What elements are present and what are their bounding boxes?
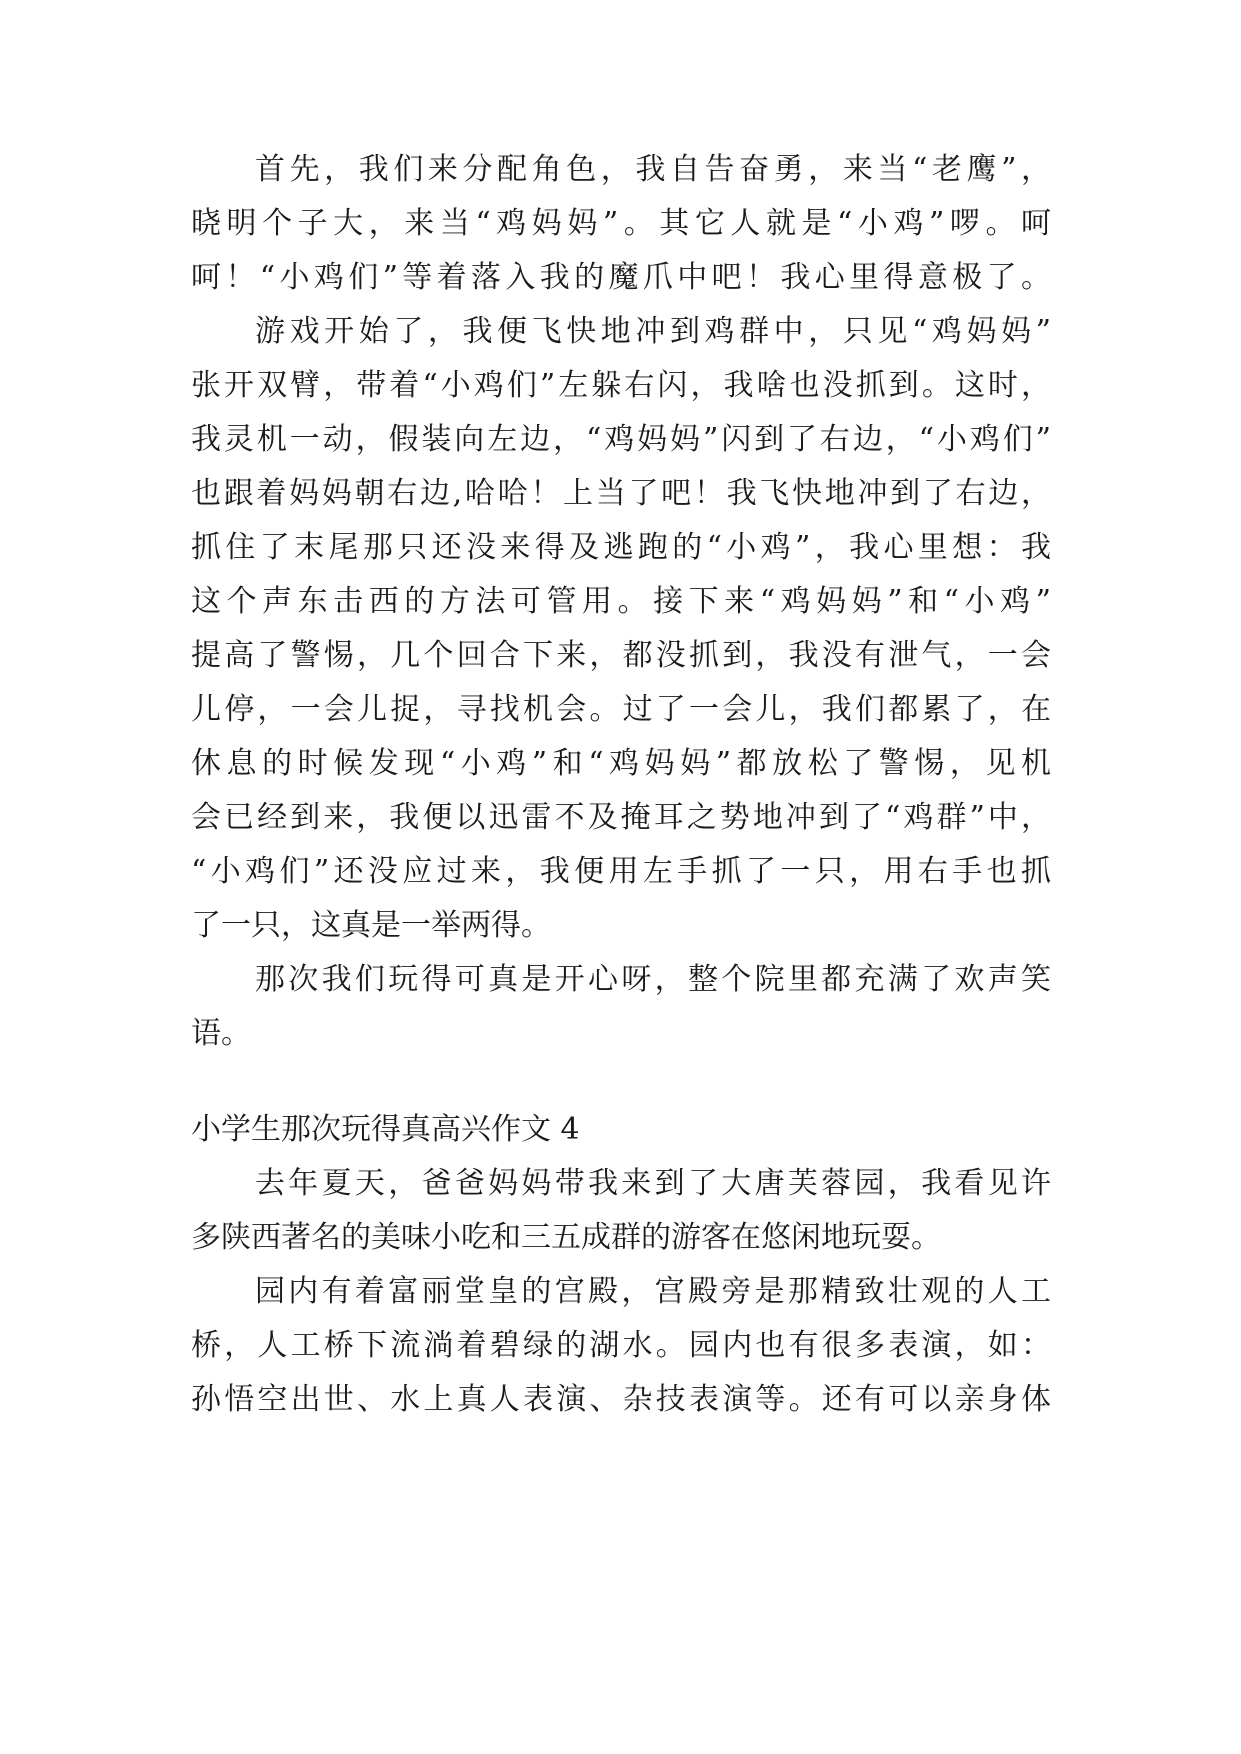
text-line: 我灵机一动，假装向左边，“鸡妈妈”闪到了右边，“小鸡们” bbox=[191, 422, 1051, 457]
text-line: 游戏开始了，我便飞快地冲到鸡群中，只见“鸡妈妈” bbox=[255, 314, 1051, 349]
text-line: 语。 bbox=[191, 1016, 251, 1051]
text-line: 那次我们玩得可真是开心呀，整个院里都充满了欢声笑 bbox=[255, 962, 1051, 997]
text-line: 张开双臂，带着“小鸡们”左躲右闪，我啥也没抓到。这时， bbox=[191, 368, 1051, 403]
text-line: 呵！“小鸡们”等着落入我的魔爪中吧！我心里得意极了。 bbox=[191, 260, 1051, 295]
text-line: 会已经到来，我便以迅雷不及掩耳之势地冲到了“鸡群”中， bbox=[191, 800, 1051, 835]
text-line: 孙悟空出世、水上真人表演、杂技表演等。还有可以亲身体 bbox=[191, 1382, 1051, 1417]
text-line: 休息的时候发现“小鸡”和“鸡妈妈”都放松了警惕，见机 bbox=[191, 746, 1051, 781]
text-line: 多陕西著名的美味小吃和三五成群的游客在悠闲地玩耍。 bbox=[191, 1220, 941, 1255]
text-line: 了一只，这真是一举两得。 bbox=[191, 908, 551, 943]
text-line: 提高了警惕，几个回合下来，都没抓到，我没有泄气，一会 bbox=[191, 638, 1051, 673]
text-line: 桥，人工桥下流淌着碧绿的湖水。园内也有很多表演，如： bbox=[191, 1328, 1051, 1363]
text-line: 晓明个子大，来当“鸡妈妈”。其它人就是“小鸡”啰。呵 bbox=[191, 206, 1051, 241]
text-line: 也跟着妈妈朝右边,哈哈！上当了吧！我飞快地冲到了右边， bbox=[191, 476, 1051, 511]
section-heading: 小学生那次玩得真高兴作文 4 bbox=[191, 1112, 580, 1147]
text-line: 去年夏天，爸爸妈妈带我来到了大唐芙蓉园，我看见许 bbox=[255, 1166, 1051, 1201]
text-line: 儿停，一会儿捉，寻找机会。过了一会儿，我们都累了，在 bbox=[191, 692, 1051, 727]
text-line: “小鸡们”还没应过来，我便用左手抓了一只，用右手也抓 bbox=[191, 854, 1051, 889]
text-line: 园内有着富丽堂皇的宫殿，宫殿旁是那精致壮观的人工 bbox=[255, 1274, 1051, 1309]
text-line: 首先，我们来分配角色，我自告奋勇，来当“老鹰”， bbox=[255, 152, 1051, 187]
text-line: 抓住了末尾那只还没来得及逃跑的“小鸡”，我心里想：我 bbox=[191, 530, 1051, 565]
text-line: 这个声东击西的方法可管用。接下来“鸡妈妈”和“小鸡” bbox=[191, 584, 1051, 619]
